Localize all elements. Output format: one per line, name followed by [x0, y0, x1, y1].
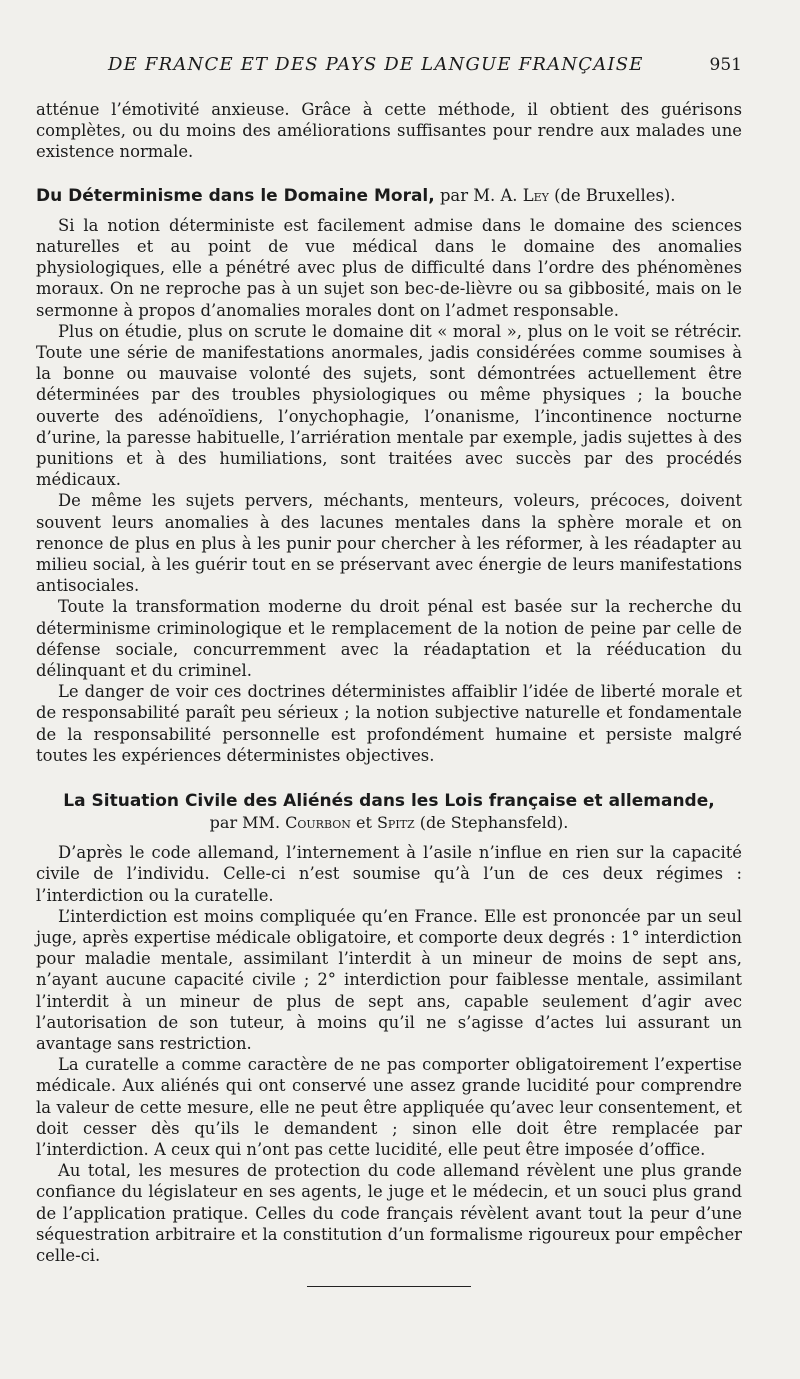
article-2-paragraph: La curatelle a comme caractère de ne pas comporter obligatoirement l’expertise médicale. Aux aliénés qui ont conservé une assez grande lucidité pour comprendre la valeur de cette mesure, elle ne peut être appliquée qu’avec leur consentement, et doit cesser dès qu’ils le demandent ; sinon elle doit être remplacée par l’interdiction. A ceux qui n’ont pas cette lucidité, elle peut être imposée d’office. [36, 1055, 742, 1159]
section-end-rule [307, 1286, 471, 1287]
running-header [36, 54, 742, 75]
article-1-paragraph: Si la notion déterministe est facilement admise dans le domaine des sciences naturelles et au point de vue médical dans le domaine des anomalies physiologiques, elle a pénétré avec plus de difficulté dans l’ordre des phénomènes moraux. On ne reproche pas à un sujet son bec-de-lièvre ou sa gibbosité, mais on le sermonne à propos d’anomalies morales dont on l’admet responsable. [36, 215, 742, 320]
article-1-paragraph: Toute la transformation moderne du droit pénal est basée sur la recherche du déterminisme criminologique et le remplacement de la notion de peine par celle de défense sociale, concurremment avec la réadaptation et la rééducation du délinquant et du criminel. [36, 597, 742, 681]
intro-paragraph: atténue l’émotivité anxieuse. Grâce à cette méthode, il obtient des guérisons complètes, ou du moins des améliorations suffisantes pour rendre aux malades une existence normale. [36, 100, 742, 162]
article-2-paragraph: D’après le code allemand, l’internement à l’asile n’influe en rien sur la capacité civile de l’individu. Celle-ci n’est soumise qu’à l’un de ces deux régimes : l’interdiction ou la curatelle. [36, 843, 742, 905]
article-1-affiliation: (de Bruxelles). [554, 185, 676, 205]
article-1-byline-prefix: par M. A. [439, 185, 518, 205]
article-2-heading [36, 790, 742, 834]
article-2-byline-prefix: par MM. [209, 813, 281, 833]
page-number: 951 [709, 55, 742, 75]
article-2-affiliation: (de Stephansfeld). [419, 813, 569, 833]
article-2-author-2: Spitz [376, 813, 415, 833]
article-2-paragraph: Au total, les mesures de protection du code allemand révèlent une plus grande confiance du législateur en ses agents, le juge et le médecin, et un souci plus grand de l’application pratique. Celles du code français révèlent avant tout la peur d’une séquestration arbitraire et la constitution d’un formalisme rigoureux pour empêcher celle-ci. [36, 1161, 742, 1265]
article-2-author-1: Courbon [285, 813, 351, 833]
article-2-paragraph: L’interdiction est moins compliquée qu’en France. Elle est prononcée par un seul juge, après expertise médicale obligatoire, et comporte deux degrés : 1° interdiction pour maladie mentale, assimilant l’interdit à un mineur de moins de sept ans, n’ayant aucune capacité civile ; 2° interdiction pour faiblesse mentale, assimilant l’interdit à un mineur de plus de sept ans, capable seulement d’agir avec l’autorisation de son tuteur, à moins qu’il ne s’agisse d’actes lui assurant un avantage sans restriction. [36, 906, 742, 1053]
article-1-author: Ley [522, 185, 549, 205]
article-1-paragraph: Le danger de voir ces doctrines déterministes affaiblir l’idée de liberté morale et de responsabilité paraît peu sérieux ; la notion subjective naturelle et fondamentale de la responsabilité personnelle est profondément humaine et persiste malgré toutes les expériences déterministes objectives. [36, 682, 742, 765]
article-1-paragraph: Plus on étudie, plus on scrute le domaine dit « moral », plus on le voit se rétrécir. Toute une série de manifestations anormales, jadis considérées comme soumises à la bonne ou mauvaise volonté des sujets, sont démontrées actuellement être déterminées par des troubles physiologiques ou même physiques ; la bouche ouverte des adénoïdiens, l’onychophagie, l’onanisme, l’incontinence nocturne d’urine, la paresse habituelle, l’arriération mentale par exemple, jadis sujettes à des punitions et à des humiliations, sont traitées avec succès par des procédés médicaux. [36, 321, 742, 490]
running-title: DE FRANCE ET DES PAYS DE LANGUE FRANÇAISE [108, 54, 644, 75]
article-2-conjunction: et [355, 813, 372, 833]
article-1-heading [36, 185, 742, 207]
article-2-title: La Situation Civile des Aliénés dans les Lois française et allemande, [63, 791, 715, 812]
article-2-byline [210, 813, 569, 832]
article-1-title: Du Déterminisme dans le Domaine Moral, [36, 185, 435, 206]
article-1-paragraph: De même les sujets pervers, méchants, menteurs, voleurs, précoces, doivent souvent leurs anomalies à des lacunes mentales dans la sphère morale et on renonce de plus en plus à les punir pour chercher à les réformer, à les réadapter au milieu social, à les guérir tout en se préservant avec énergie de leurs manifestations antisociales. [36, 491, 742, 596]
